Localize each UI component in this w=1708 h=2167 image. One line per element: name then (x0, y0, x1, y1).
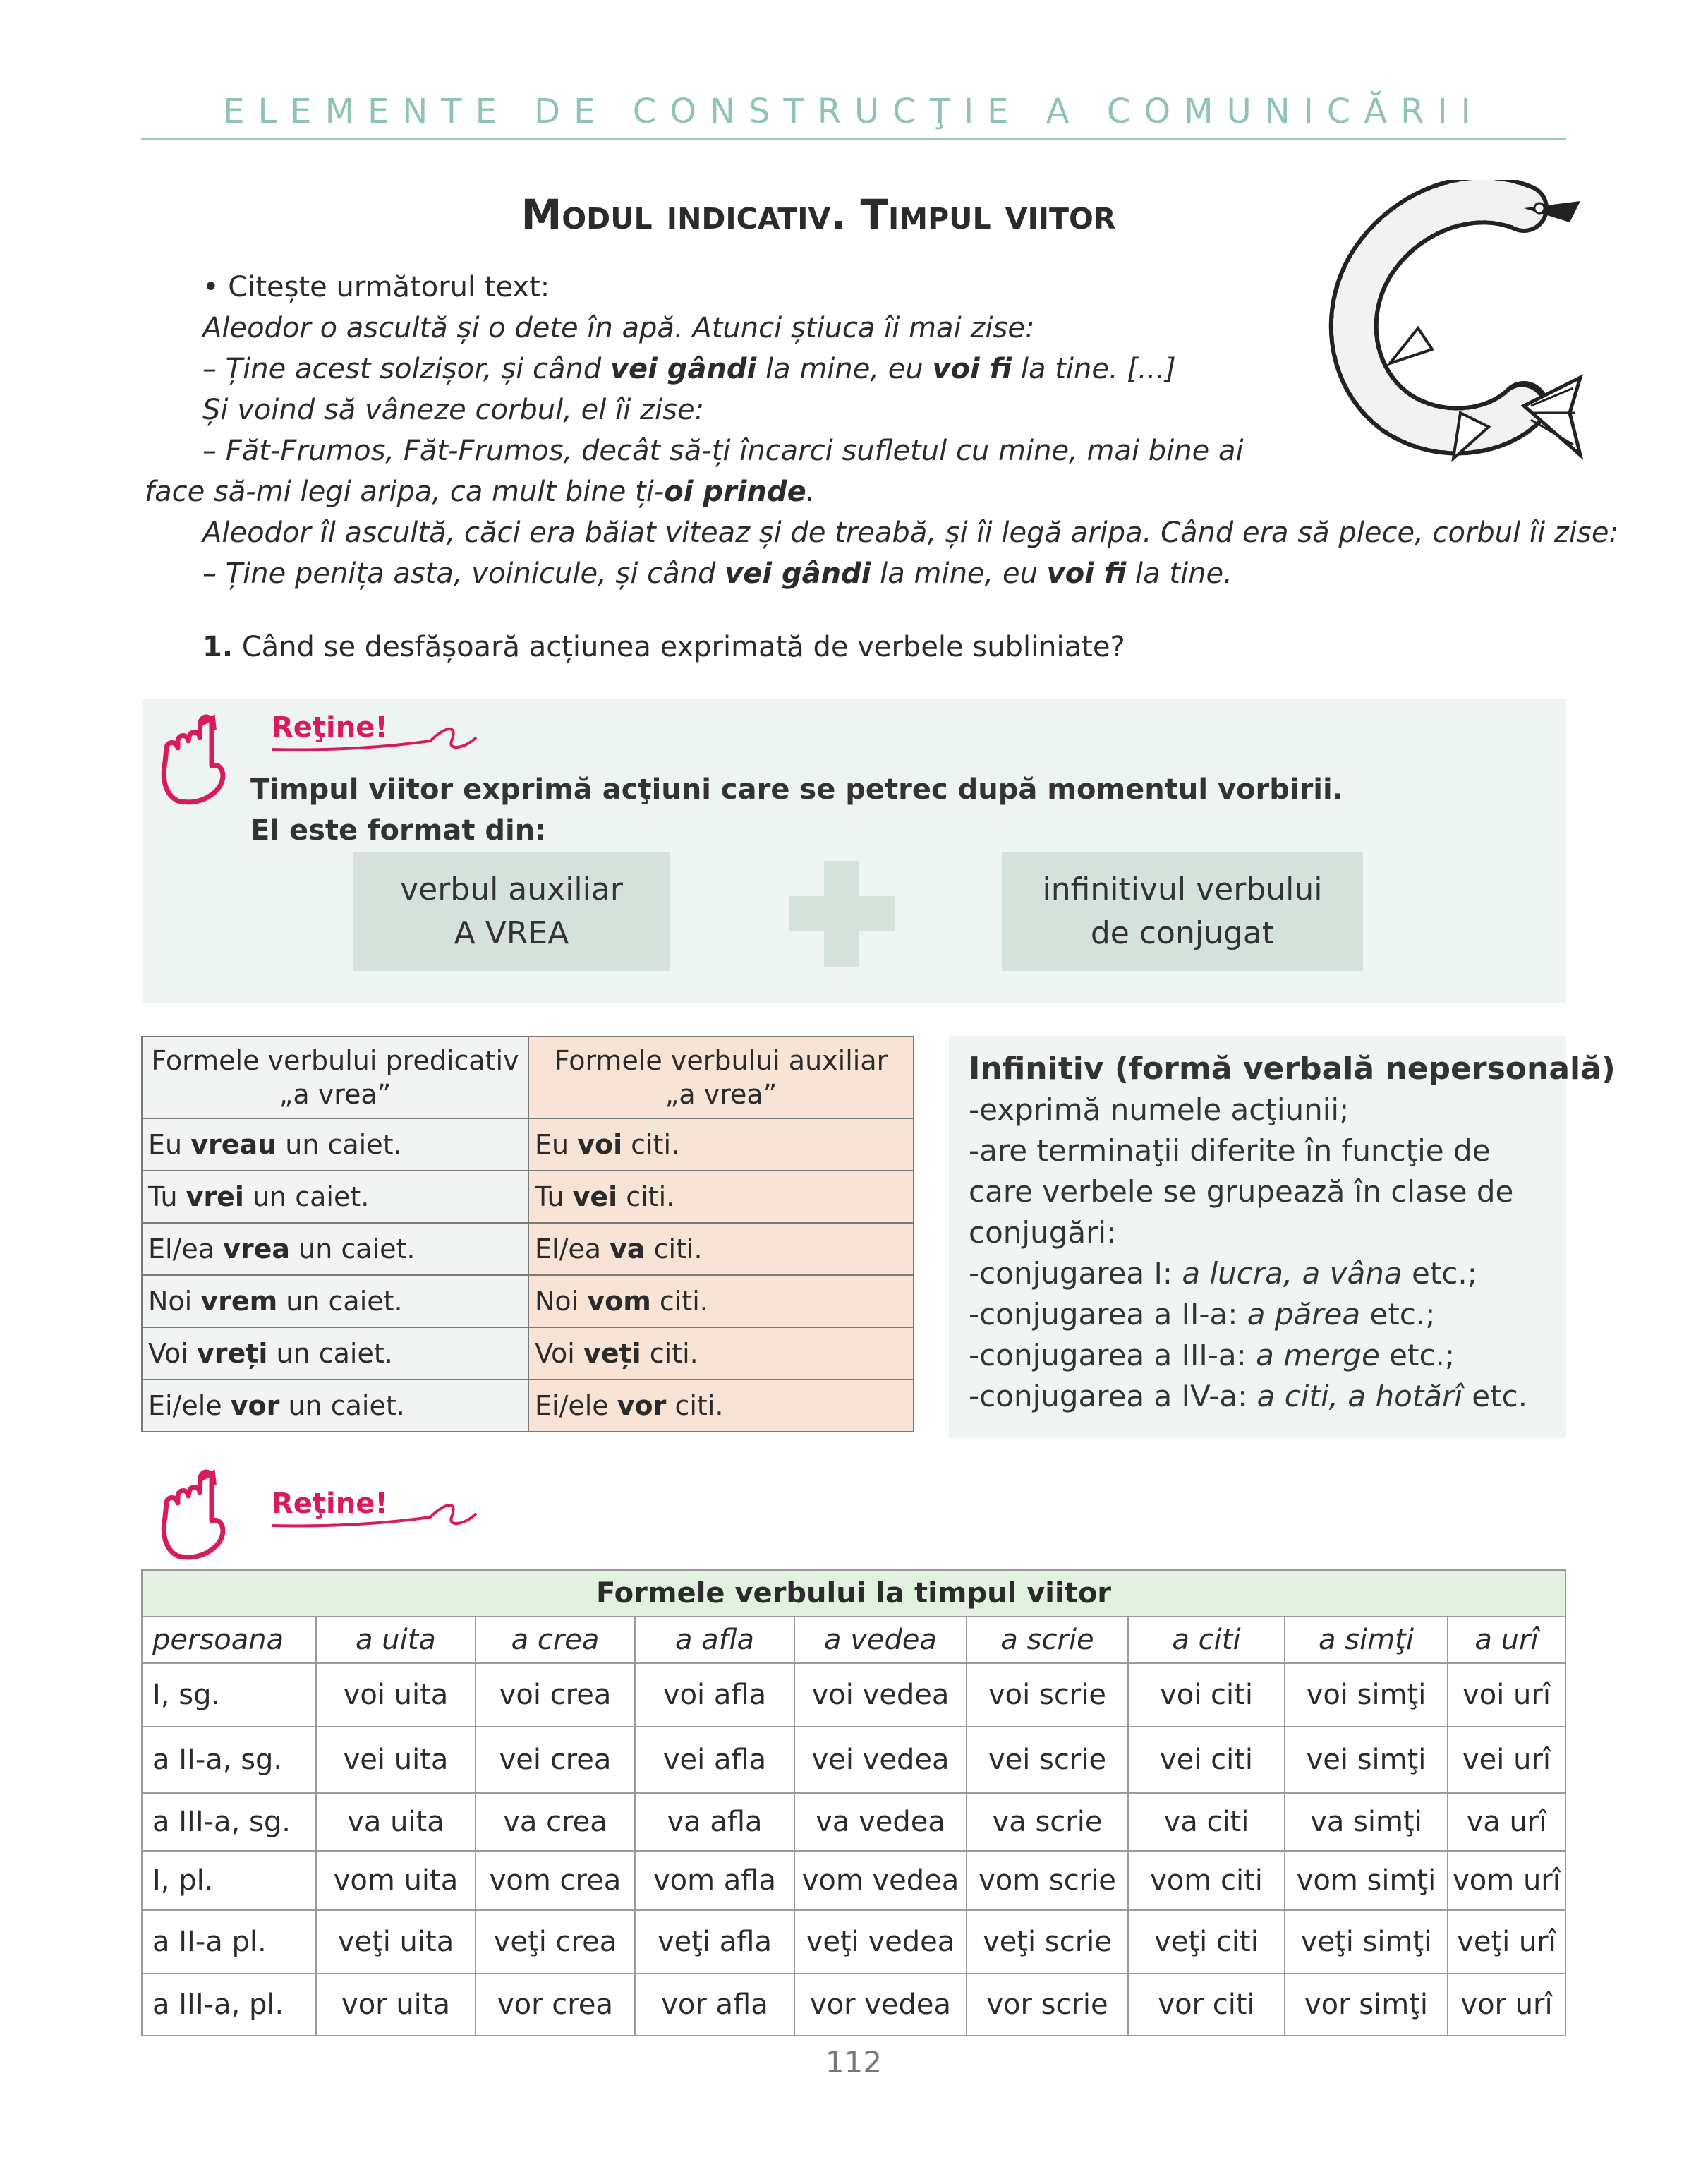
verb-form-cell: veţi urî (1448, 1910, 1565, 1974)
table-header-row (142, 1617, 1565, 1663)
verb-form-cell: va citi (1128, 1793, 1285, 1851)
verb-forms-table (141, 1036, 914, 1432)
predicative-form: Eu vreau un caiet. (142, 1118, 528, 1171)
text-line-3: Și voind să vâneze corbul, el îi zise: (202, 394, 705, 426)
verb-form-cell: vei uita (316, 1727, 476, 1793)
verb-form-cell: vom crea (476, 1851, 635, 1910)
verb-form-cell: vom urî (1448, 1851, 1565, 1910)
table-row (142, 1118, 914, 1171)
predicative-form: El/ea vrea un caiet. (142, 1223, 528, 1275)
header-auxiliary: Formele verbului auxiliar „a vrea” (528, 1037, 914, 1118)
predicative-form: Ei/ele vor un caiet. (142, 1380, 528, 1432)
intro-instruction: • Citește următorul text: (202, 271, 550, 303)
retine-line-1: Timpul viitor exprimă acţiuni care se petrec după momentul vorbirii. (250, 773, 1343, 806)
verb-form-cell: veţi citi (1128, 1910, 1285, 1974)
verb-form-cell: veţi simţi (1285, 1910, 1448, 1974)
verb-form-cell: va uita (316, 1793, 476, 1851)
auxiliary-form: Voi veți citi. (528, 1327, 914, 1380)
verb-form-cell: vei vedea (794, 1727, 967, 1793)
conjugation-3: -conjugarea a III-a: a merge etc.; (969, 1338, 1455, 1372)
predicative-form: Voi vreți un caiet. (142, 1327, 528, 1380)
verb-form-cell: vei afla (635, 1727, 794, 1793)
verb-form-cell: vom simţi (1285, 1851, 1448, 1910)
hand-finger-icon (157, 1464, 234, 1563)
verb-form-cell: vor afla (635, 1974, 794, 2036)
auxiliary-form: El/ea va citi. (528, 1223, 914, 1275)
verb-form-cell: vor citi (1128, 1974, 1285, 2036)
verb-form-cell: voi citi (1128, 1663, 1285, 1727)
column-header: a citi (1128, 1617, 1285, 1663)
text-line-4: – Făt-Frumos, Făt-Frumos, decât să-ți încarci sufletul cu mine, mai bine ai (202, 435, 1244, 467)
verb-form-cell: vor crea (476, 1974, 635, 2036)
verb-form-cell: veţi vedea (794, 1910, 967, 1974)
text-line-5: face să-mi legi aripa, ca mult bine ți-oi prinde. (145, 476, 816, 508)
column-header: a afla (635, 1617, 794, 1663)
auxiliary-form: Eu voi citi. (528, 1118, 914, 1171)
verb-form-cell: va afla (635, 1793, 794, 1851)
retine-line-2: El este format din: (250, 814, 547, 847)
table-row (142, 1910, 1565, 1974)
conjugation-2: -conjugarea a II-a: a părea etc.; (969, 1297, 1436, 1332)
verb-form-cell: vor vedea (794, 1974, 967, 2036)
highlight-verb: oi prinde (664, 476, 806, 508)
text-line-1: Aleodor o ascultă și o dete în apă. Atunci știuca îi mai zise: (202, 312, 1035, 344)
verb-form-cell: vei scrie (967, 1727, 1128, 1793)
text-line-6: Aleodor îl ascultă, căci era băiat viteaz și de treabă, și îi legă aripa. Când era să plece, corbul îi zise: (202, 517, 1618, 549)
header-predicative: Formele verbului predicativ „a vrea” (142, 1037, 528, 1118)
verb-form-cell: voi crea (476, 1663, 635, 1727)
verb-form-cell: vei crea (476, 1727, 635, 1793)
table-row (142, 1275, 914, 1327)
column-header: a scrie (967, 1617, 1128, 1663)
table-caption: Formele verbului la timpul viitor (142, 1570, 1565, 1617)
infinitive-line: care verbele se grupează în clase de (969, 1174, 1514, 1209)
table-row (142, 1851, 1565, 1910)
person-cell: I, sg. (142, 1663, 316, 1727)
conjugation-1: -conjugarea I: a lucra, a vâna etc.; (969, 1256, 1477, 1291)
verb-form-cell: vom afla (635, 1851, 794, 1910)
verb-form-cell: vom scrie (967, 1851, 1128, 1910)
table-row (142, 1171, 914, 1223)
highlight-verb: voi fi (1046, 557, 1127, 590)
verb-form-cell: va vedea (794, 1793, 967, 1851)
verb-form-cell: veţi crea (476, 1910, 635, 1974)
header-rule (141, 138, 1566, 140)
person-cell: a II-a, sg. (142, 1727, 316, 1793)
verb-form-cell: veţi uita (316, 1910, 476, 1974)
retine-label: Reţine! (272, 1487, 388, 1520)
person-cell: a III-a, sg. (142, 1793, 316, 1851)
auxiliary-form: Ei/ele vor citi. (528, 1380, 914, 1432)
verb-form-cell: vor scrie (967, 1974, 1128, 2036)
highlight-verb: voi fi (932, 353, 1012, 385)
column-header: a vedea (794, 1617, 967, 1663)
running-header: ELEMENTE DE CONSTRUCŢIE A COMUNICĂRII (223, 92, 1484, 131)
infinitive-title: Infinitiv (formă verbală nepersonală) (969, 1051, 1616, 1087)
infinitive-line: -exprimă numele acţiunii; (969, 1092, 1350, 1127)
table-row (142, 1380, 914, 1432)
infinitive-info-box (949, 1036, 1616, 1438)
verb-form-cell: vom citi (1128, 1851, 1285, 1910)
auxiliary-verb-box: verbul auxiliar A VREA (353, 852, 670, 971)
infinitive-line: conjugări: (969, 1215, 1117, 1250)
verb-form-cell: va scrie (967, 1793, 1128, 1851)
retine-label: Reţine! (272, 711, 388, 744)
column-header: a uita (316, 1617, 476, 1663)
person-cell: a II-a pl. (142, 1910, 316, 1974)
verb-form-cell: voi simţi (1285, 1663, 1448, 1727)
column-header: a urî (1448, 1617, 1565, 1663)
infinitive-line: -are terminaţii diferite în funcţie de (969, 1133, 1491, 1168)
verb-form-cell: vei citi (1128, 1727, 1285, 1793)
retine-underline (268, 720, 480, 755)
verb-form-cell: voi urî (1448, 1663, 1565, 1727)
verb-form-cell: va crea (476, 1793, 635, 1851)
verb-form-cell: veţi scrie (967, 1910, 1128, 1974)
future-tense-table (141, 1569, 1566, 2036)
question-1: 1. Când se desfășoară acțiunea exprimată de verbele subliniate? (202, 631, 1125, 663)
verb-form-cell: veţi afla (635, 1910, 794, 1974)
plus-icon (789, 861, 895, 967)
column-header: a crea (476, 1617, 635, 1663)
auxiliary-form: Tu vei citi. (528, 1171, 914, 1223)
verb-form-cell: vom vedea (794, 1851, 967, 1910)
page-number: 112 (825, 2045, 883, 2080)
column-header: a simţi (1285, 1617, 1448, 1663)
verb-form-cell: vom uita (316, 1851, 476, 1910)
hand-finger-icon (157, 709, 234, 808)
verb-form-cell: va simţi (1285, 1793, 1448, 1851)
predicative-form: Tu vrei un caiet. (142, 1171, 528, 1223)
verb-form-cell: vei urî (1448, 1727, 1565, 1793)
predicative-form: Noi vrem un caiet. (142, 1275, 528, 1327)
column-header: persoana (142, 1617, 316, 1663)
verb-form-cell: vor urî (1448, 1974, 1565, 2036)
text-line-2: – Ține acest solzișor, și când vei gândi la mine, eu voi fi la tine. [...] (202, 353, 1176, 385)
table-row (142, 1793, 1565, 1851)
highlight-verb: vei gândi (610, 353, 757, 385)
table-row (142, 1974, 1565, 2036)
text-line-7: – Ține penița asta, voinicule, și când vei gândi la mine, eu voi fi la tine. (202, 557, 1232, 590)
verb-form-cell: vei simţi (1285, 1727, 1448, 1793)
page-title: Modul indicativ. Timpul viitor (521, 191, 1116, 239)
auxiliary-form: Noi vom citi. (528, 1275, 914, 1327)
verb-form-cell: vor simţi (1285, 1974, 1448, 2036)
infinitive-box: infinitivul verbului de conjugat (1002, 852, 1363, 971)
verb-form-cell: voi vedea (794, 1663, 967, 1727)
retine-underline (268, 1496, 480, 1531)
pike-fish-illustration (1291, 180, 1587, 476)
table-row (142, 1663, 1565, 1727)
table-row (142, 1327, 914, 1380)
verb-form-cell: voi afla (635, 1663, 794, 1727)
conjugation-4: -conjugarea a IV-a: a citi, a hotărî etc. (969, 1379, 1528, 1413)
highlight-verb: vei gândi (725, 557, 871, 590)
table-row (142, 1727, 1565, 1793)
verb-form-cell: voi scrie (967, 1663, 1128, 1727)
table-header-row (142, 1037, 914, 1118)
person-cell: a III-a, pl. (142, 1974, 316, 2036)
verb-form-cell: voi uita (316, 1663, 476, 1727)
verb-form-cell: vor uita (316, 1974, 476, 2036)
table-row (142, 1223, 914, 1275)
verb-form-cell: va urî (1448, 1793, 1565, 1851)
person-cell: I, pl. (142, 1851, 316, 1910)
